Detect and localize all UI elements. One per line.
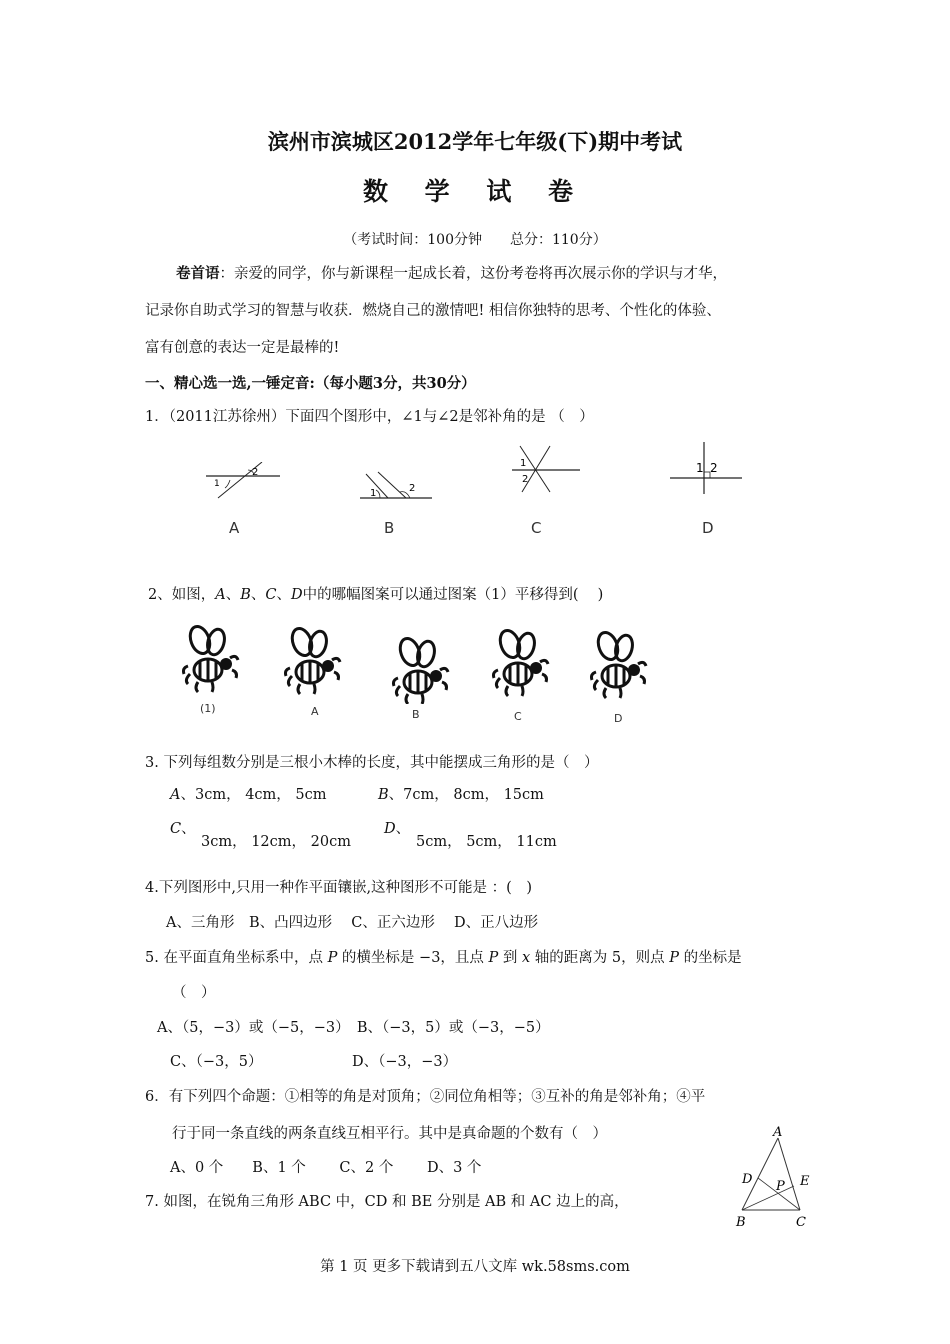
q2-label-original: (1) bbox=[200, 702, 216, 715]
q1c-angle-1: 1 bbox=[520, 458, 527, 469]
question-3-text: 3. 下列每组数分别是三根小木棒的长度，其中能摆成三角形的是（ ） bbox=[145, 755, 599, 771]
q2-bee-figures bbox=[180, 622, 670, 704]
q1-figure-b bbox=[358, 470, 436, 502]
q7-label-e: E bbox=[800, 1174, 810, 1189]
exam-title: 滨州市滨城区2012学年七年级(下)期中考试 bbox=[267, 129, 683, 154]
q1d-angle-1: 1 bbox=[696, 461, 704, 475]
question-6-line-1: 6．有下列四个命题：①相等的角是对顶角；②同位角相等；③互补的角是邻补角；④平 bbox=[145, 1089, 706, 1105]
q1-figure-a bbox=[200, 462, 285, 502]
q5-option-c: C、（−3，5） bbox=[170, 1054, 263, 1070]
q3-option-b: B、7cm， 8cm， 15cm bbox=[378, 787, 544, 803]
q1d-angle-2: 2 bbox=[710, 461, 718, 475]
q5-options-ab: A、（5，−3）或（−5，−3） B、（−3，5）或（−3，−5） bbox=[157, 1020, 550, 1036]
question-5-line-1: 5. 在平面直角坐标系中，点 P 的横坐标是 −3，且点 P 到 x 轴的距离为 5，则点 P 的坐标是 bbox=[145, 950, 742, 966]
q6-options: A、0 个 B、1 个 C、2 个 D、3 个 bbox=[170, 1160, 482, 1176]
q7-triangle-figure bbox=[728, 1120, 818, 1232]
q2-label-d: D bbox=[614, 712, 623, 725]
page-footer: 第 1 页 更多下载请到五八文库 wk.58sms.com bbox=[320, 1259, 630, 1275]
preface-text-1: ：亲爱的同学，你与新课程一起成长着，这份考卷将再次展示你的学识与才华， bbox=[219, 266, 727, 282]
q1b-angle-1: 1 bbox=[370, 488, 377, 499]
q2-label-b: B bbox=[412, 708, 420, 721]
q1-option-d: D bbox=[702, 519, 714, 537]
q1a-angle-2: 2 bbox=[252, 467, 259, 478]
q1-figure-d bbox=[668, 440, 746, 496]
q2-label-a: A bbox=[311, 705, 319, 718]
question-7-text: 7. 如图，在锐角三角形 ABC 中，CD 和 BE 分别是 AB 和 AC 边上的高， bbox=[145, 1194, 629, 1210]
q4-options: A、三角形 B、凸四边形 C、正六边形 D、正八边形 bbox=[166, 915, 539, 931]
exam-info: （考试时间：100分钟 总分：110分） bbox=[343, 232, 607, 248]
bee-c bbox=[494, 628, 549, 696]
q2-label-c: C bbox=[514, 710, 522, 723]
preface-label: 卷首语 bbox=[176, 265, 220, 282]
question-5-line-2: （ ） bbox=[172, 985, 216, 1001]
q3-option-a: A、3cm， 4cm， 5cm bbox=[170, 787, 327, 803]
section-1-heading: 一、精心选一选,一锤定音:（每小题3分，共30分） bbox=[145, 375, 476, 392]
exam-subtitle: 数 学 试 卷 bbox=[362, 177, 588, 206]
preface-line-1 bbox=[176, 262, 727, 283]
q7-label-a: A bbox=[773, 1125, 783, 1140]
q1a-angle-1: 1 bbox=[214, 479, 220, 489]
bee-d bbox=[592, 630, 647, 698]
q1-option-a: A bbox=[229, 519, 240, 537]
q3-option-c-values: 3cm， 12cm， 20cm bbox=[201, 834, 351, 850]
q1-option-b: B bbox=[384, 519, 395, 537]
q1b-angle-2: 2 bbox=[409, 483, 416, 494]
q3-option-c-label: C、 bbox=[170, 821, 196, 837]
q7-label-b: B bbox=[736, 1215, 746, 1230]
question-1-text: 1．（2011江苏徐州）下面四个图形中，∠1与∠2是邻补角的是 （ ） bbox=[145, 409, 594, 425]
q1-option-c: C bbox=[531, 519, 542, 537]
q7-label-p: P bbox=[776, 1179, 785, 1194]
question-4-text: 4.下列图形中,只用一种作平面镶嵌,这种图形不可能是 ：( ) bbox=[145, 880, 532, 896]
preface-line-2: 记录你自助式学习的智慧与收获．燃烧自己的激情吧! 相信你独特的思考、个性化的体验、 bbox=[145, 303, 721, 319]
bee-b bbox=[394, 636, 449, 704]
bee-a bbox=[286, 626, 341, 694]
q1-figure-c bbox=[510, 444, 582, 494]
preface-line-3: 富有创意的表达一定是最棒的! bbox=[145, 340, 340, 356]
question-6-line-2: 行于同一条直线的两条直线互相平行。其中是真命题的个数有（ ） bbox=[172, 1126, 607, 1142]
q7-label-c: C bbox=[796, 1215, 806, 1230]
q5-option-d: D、（−3，−3） bbox=[352, 1054, 458, 1070]
q7-label-d: D bbox=[742, 1172, 753, 1187]
q1c-angle-2: 2 bbox=[522, 474, 529, 485]
q3-option-d-label: D、 bbox=[384, 821, 411, 837]
q3-option-d-values: 5cm， 5cm， 11cm bbox=[416, 834, 557, 850]
bee-original bbox=[184, 624, 239, 692]
question-2-text: 2、如图，A、B、C、D中的哪幅图案可以通过图案（1）平移得到( ) bbox=[148, 587, 604, 603]
